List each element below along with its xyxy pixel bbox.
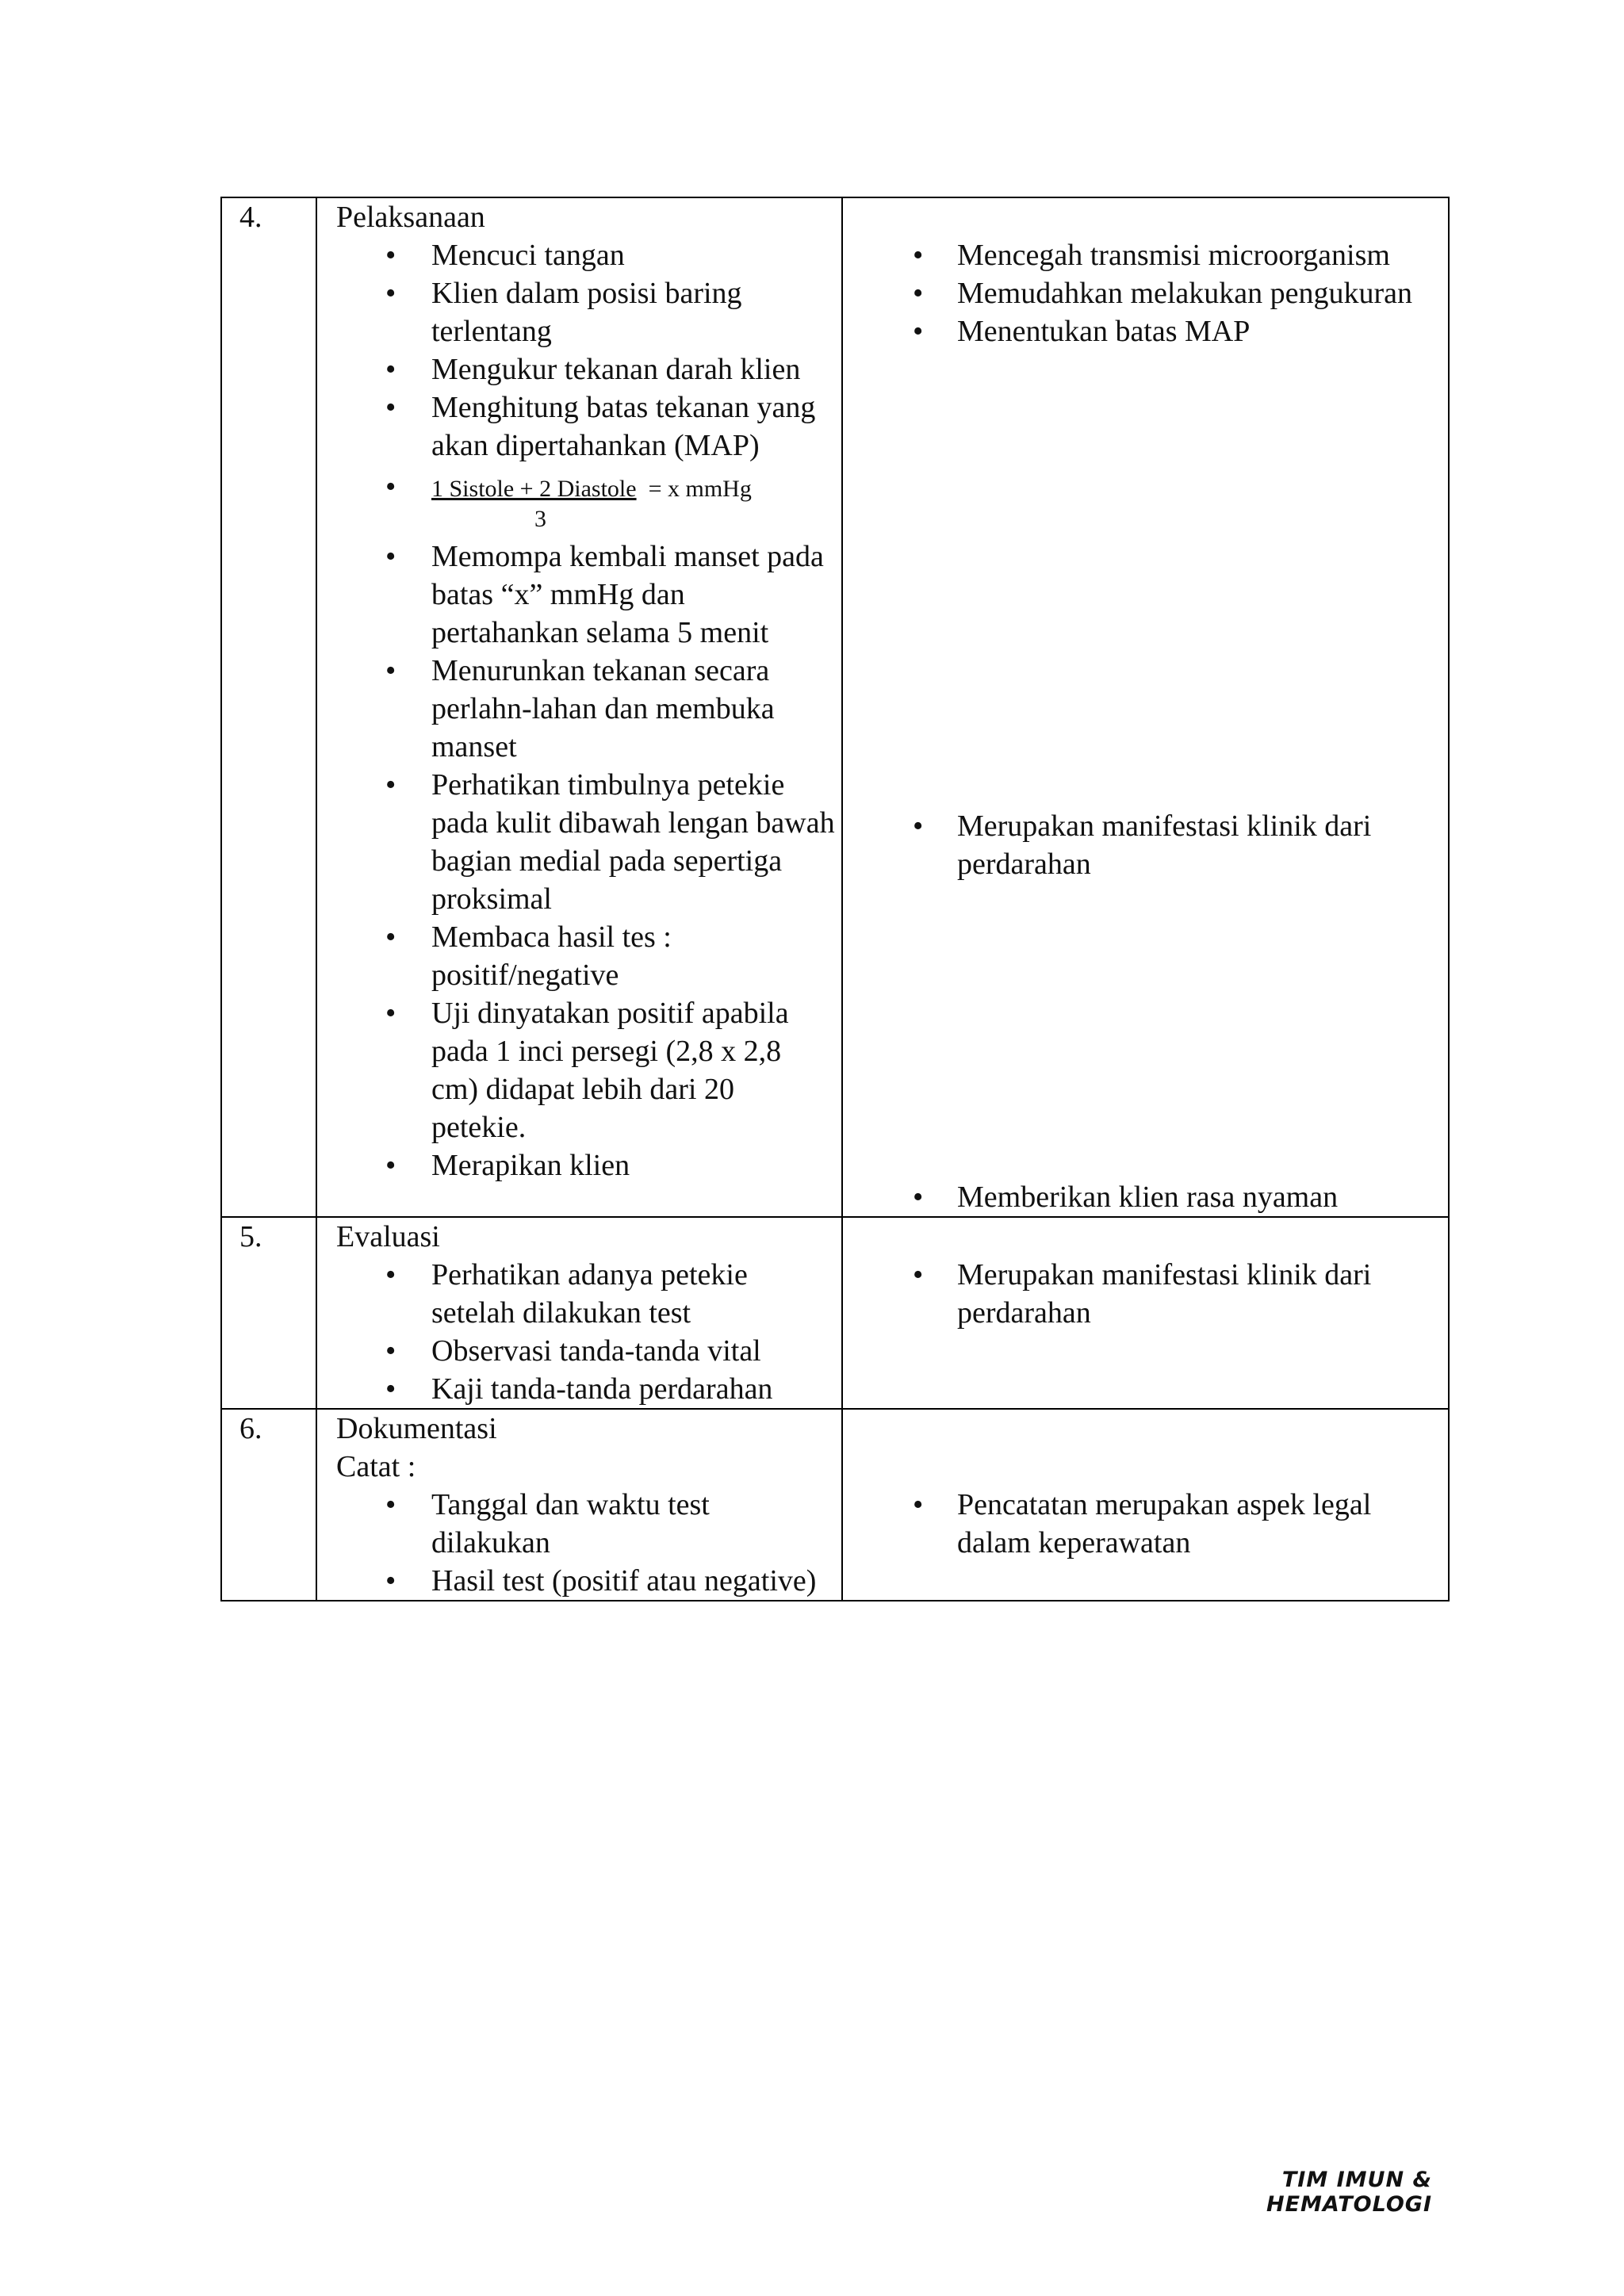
rationale-cell [842,1409,1449,1601]
steps-list [336,1486,835,1600]
list-item: • Klien dalam posisi baring terlentang [336,274,835,350]
section-title: Dokumentasi [336,1412,497,1445]
action-cell [316,1409,842,1601]
list-item: • Hasil test (positif atau negative) [336,1562,835,1600]
row-number: 4. [221,197,316,1217]
procedure-table [220,197,1450,1601]
list-item: • Kaji tanda-tanda perdarahan [336,1370,835,1408]
list-item: • Observasi tanda-tanda vital [336,1332,835,1370]
action-cell [316,197,842,1217]
list-item: • Pencatatan merupakan aspek legal dalam keperawatan [879,1486,1437,1562]
map-formula [336,468,835,533]
section-title: Evaluasi [336,1220,440,1253]
list-item: • Perhatikan adanya petekie setelah dilakukan test [336,1256,835,1332]
list-item: • Memudahkan melakukan pengukuran [879,274,1437,312]
list-item: • Menghitung batas tekanan yang akan dipertahankan (MAP) [336,388,835,465]
row-number: 6. [221,1409,316,1601]
action-cell [316,1217,842,1409]
formula-denominator: 3 [534,506,546,532]
list-item: • Tanggal dan waktu test dilakukan [336,1486,835,1562]
table-row [221,197,1449,1217]
table-row [221,1409,1449,1601]
steps-list [336,1256,835,1408]
list-item: • Merupakan manifestasi klinik dari perdarahan [879,807,1437,883]
list-item: • Perhatikan timbulnya petekie pada kulit dibawah lengan bawah bagian medial pada sepertiga proksimal [336,766,835,918]
list-item: • Uji dinyatakan positif apabila pada 1 inci persegi (2,8 x 2,8 cm) didapat lebih dari 20 petekie. [336,994,835,1146]
rationale-list [879,1256,1437,1332]
list-item: • Mencegah transmisi microorganism [879,236,1437,274]
list-item: • Menentukan batas MAP [879,312,1437,350]
section-subtitle: Catat : [336,1450,416,1483]
page-footer: TIM IMUN & HEMATOLOGI [1266,2168,1432,2217]
list-item: • Membaca hasil tes : positif/negative [336,918,835,994]
list-item: • Memberikan klien rasa nyaman [879,1178,1437,1216]
list-item: • Merupakan manifestasi klinik dari perdarahan [879,1256,1437,1332]
list-item: • Merapikan klien [336,1146,835,1184]
rationale-list [879,1486,1437,1562]
rationale-list [879,236,1437,1216]
formula-result: = x mmHg [648,476,752,502]
list-item: • Menurunkan tekanan secara perlahn-lahan dan membuka manset [336,652,835,766]
section-title: Pelaksanaan [336,201,485,234]
row-number: 5. [221,1217,316,1409]
rationale-cell [842,1217,1449,1409]
rationale-cell [842,197,1449,1217]
formula-numerator: 1 Sistole + 2 Diastole [431,476,637,502]
steps-list [336,236,835,1184]
list-item: • Mengukur tekanan darah klien [336,350,835,388]
table-row [221,1217,1449,1409]
list-item: • Mencuci tangan [336,236,835,274]
list-item: • Memompa kembali manset pada batas “x” mmHg dan pertahankan selama 5 menit [336,538,835,652]
